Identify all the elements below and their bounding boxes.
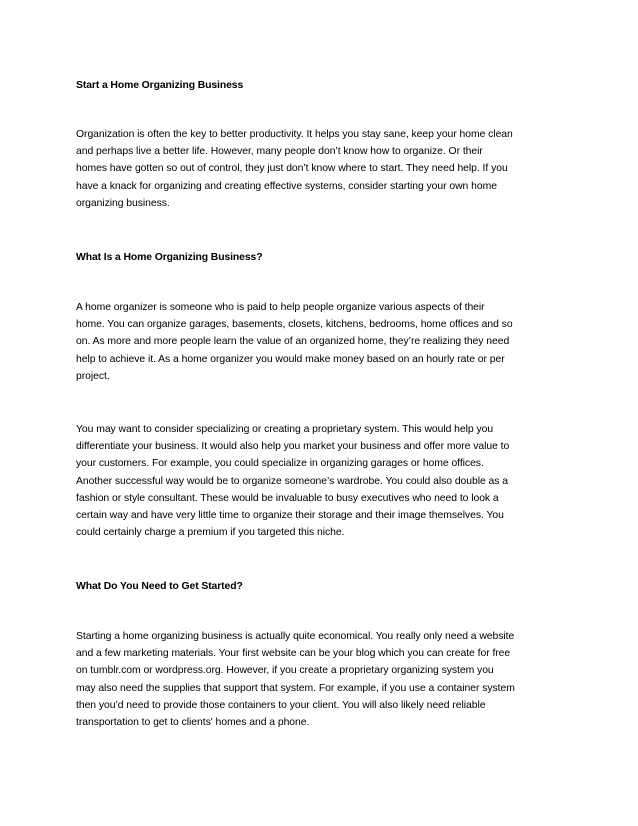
text-line: project. [76,370,110,382]
document-title: Start a Home Organizing Business [76,80,244,91]
text-line: then you’d need to provide those containers to your client. You will also likely need reliable [76,699,486,711]
text-line: on tumblr.com or wordpress.org. However, if you create a proprietary organizing system you [76,665,494,677]
section1-paragraph-2 [76,421,576,541]
text-line: A home organizer is someone who is paid to help people organize various aspects of their [76,302,485,313]
text-line: transportation to get to clients' homes and a phone. [76,717,310,729]
text-line: have a knack for organizing and creating effective systems, consider starting your own home [76,180,497,192]
text-line: Another successful way would be to organize someone’s wardrobe. You could also double as a [76,475,508,487]
text-line: Starting a home organizing business is actually quite economical. You really only need a website [76,631,515,642]
text-line: home. You can organize garages, basements, closets, kitchens, bedrooms, home offices and so [76,319,513,331]
text-line: fashion or style consultant. These would be invaluable to busy executives who need to look a [76,492,499,504]
text-line: and perhaps live a better life. However, many people don’t know how to organize. Or their [76,146,483,158]
text-line: could certainly charge a premium if you targeted this niche. [76,527,345,539]
text-line: your customers. For example, you could specialize in organizing garages or home offices. [76,458,484,470]
text-line: and a few marketing materials. Your first website can be your blog which you can create for free [76,648,511,660]
text-line: You may want to consider specializing or creating a proprietary system. This would help you [76,424,494,435]
section-heading-get-started: What Do You Need to Get Started? [76,581,243,592]
text-line: may also need the supplies that support that system. For example, if you use a container system [76,682,515,694]
section2-paragraph-1 [76,628,576,731]
text-line: help to achieve it. As a home organizer you would make money based on an hourly rate or per [76,353,505,365]
text-line: on. As more and more people learn the value of an organized home, they’re realizing they need [76,336,510,348]
section1-paragraph-1 [76,299,576,385]
text-line: differentiate your business. It would also help you market your business and offer more value to [76,441,510,453]
text-line: certain way and have very little time to organize their storage and their image themselves. You [76,510,504,522]
text-line: Organization is often the key to better productivity. It helps you stay sane, keep your home clean [76,129,513,140]
intro-paragraph [76,126,576,212]
text-line: organizing business. [76,197,170,209]
section-heading-what-is: What Is a Home Organizing Business? [76,252,263,263]
text-line: homes have gotten so out of control, they just don’t know where to start. They need help. If you [76,163,508,175]
